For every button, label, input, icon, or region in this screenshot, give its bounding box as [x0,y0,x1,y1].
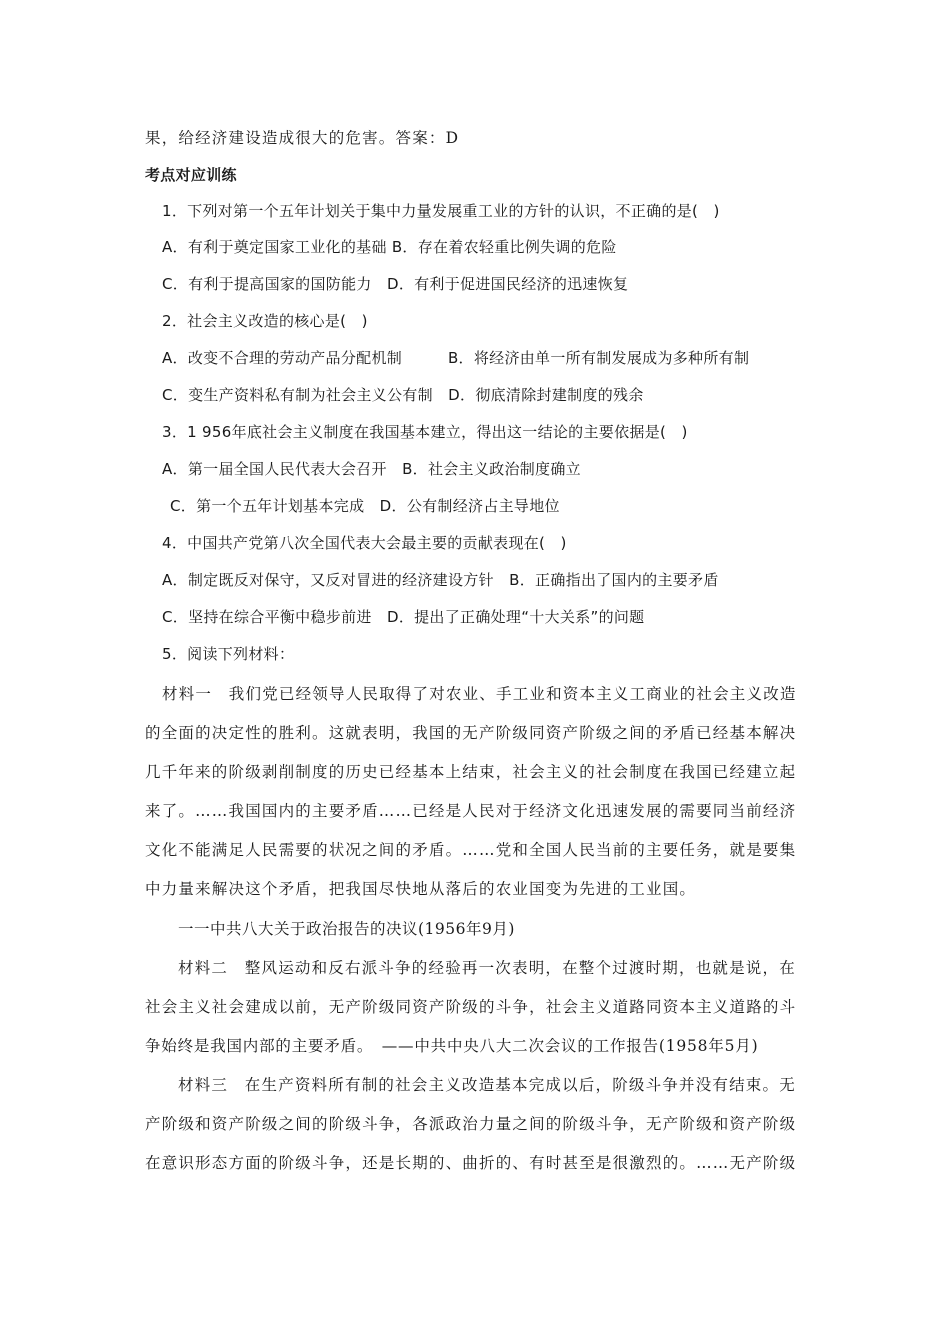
material-2-line-3: 争始终是我国内部的主要矛盾。 ——中共中央八大二次会议的工作报告(1958年5月) [145,1037,759,1055]
material-1-line-4: 来了。……我国国内的主要矛盾……已经是人民对于经济文化迅速发展的需要同当前经济 [145,802,797,820]
question-1-options-cd: C．有利于提高国家的国防能力 D．有利于促进国民经济的迅速恢复 [162,275,629,293]
material-2-line-2: 社会主义社会建成以前，无产阶级同资产阶级的斗争，社会主义道路同资本主义道路的斗 [145,998,797,1016]
text-line-answer: 果，给经济建设造成很大的危害。答案：D [145,129,460,147]
question-5: 5．阅读下列材料： [162,645,295,663]
question-3: 3．1 956年底社会主义制度在我国基本建立，得出这一结论的主要依据是( ) [162,423,688,441]
question-4-options-ab: A．制定既反对保守，又反对冒进的经济建设方针 B．正确指出了国内的主要矛盾 [162,571,719,589]
material-3-line-1: 材料三 在生产资料所有制的社会主义改造基本完成以后，阶级斗争并没有结束。无 [178,1076,796,1094]
question-3-options-ab: A．第一届全国人民代表大会召开 B．社会主义政治制度确立 [162,460,581,478]
section-heading: 考点对应训练 [145,166,237,184]
question-2: 2．社会主义改造的核心是( ) [162,312,368,330]
material-1-line-6: 中力量来解决这个矛盾，把我国尽快地从落后的农业国变为先进的工业国。 [145,880,697,898]
question-2-options-ab: A．改变不合理的劳动产品分配机制 B．将经济由单一所有制发展成为多种所有制 [162,349,750,367]
material-1-line-3: 几千年来的阶级剥削制度的历史已经基本上结束，社会主义的社会制度在我国已经建立起 [145,763,797,781]
material-3-line-3: 在意识形态方面的阶级斗争，还是长期的、曲折的、有时甚至是很激烈的。……无产阶级 [145,1154,797,1172]
material-1-source: 一一中共八大关于政治报告的决议(1956年9月) [178,920,515,938]
material-1-line-2: 的全面的决定性的胜利。这就表明，我国的无产阶级同资产阶级之间的矛盾已经基本解决 [145,724,797,742]
material-1-line-5: 文化不能满足人民需要的状况之间的矛盾。……党和全国人民当前的主要任务，就是要集 [145,841,797,859]
material-3-line-2: 产阶级和资产阶级之间的阶级斗争，各派政治力量之间的阶级斗争，无产阶级和资产阶级 [145,1115,797,1133]
question-4-options-cd: C．坚持在综合平衡中稳步前进 D．提出了正确处理“十大关系”的问题 [162,608,645,626]
question-2-options-cd: C．变生产资料私有制为社会主义公有制 D．彻底清除封建制度的残余 [162,386,644,404]
question-4: 4．中国共产党第八次全国代表大会最主要的贡献表现在( ) [162,534,567,552]
material-2-line-1: 材料二 整风运动和反右派斗争的经验再一次表明，在整个过渡时期，也就是说，在 [178,959,796,977]
question-3-options-cd: C．第一个五年计划基本完成 D．公有制经济占主导地位 [170,497,560,515]
question-1: 1．下列对第一个五年计划关于集中力量发展重工业的方针的认识，不正确的是( ) [162,202,720,220]
material-1-line-1: 材料一 我们党已经领导人民取得了对农业、手工业和资本主义工商业的社会主义改造 [162,685,797,703]
question-1-options-ab: A．有利于奠定国家工业化的基础 B．存在着农轻重比例失调的危险 [162,238,617,256]
